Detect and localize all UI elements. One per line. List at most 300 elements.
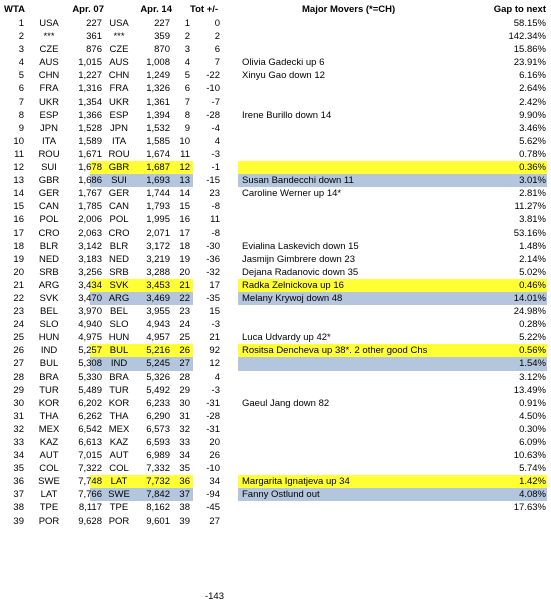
cell-rank: 35	[13, 463, 24, 475]
cell-p1: 1,528	[78, 122, 102, 134]
table-row	[4, 174, 547, 187]
cell-c1: HUN	[38, 332, 60, 344]
table-row	[4, 43, 547, 56]
cell-tot: 11	[210, 214, 220, 226]
cell-p1: 2,063	[78, 227, 102, 239]
cell-c1: SUI	[41, 162, 57, 174]
cell-gap: 2.64%	[519, 83, 546, 95]
cell-c1: SVK	[39, 292, 59, 304]
cell-c1: USA	[39, 18, 59, 29]
cell-tot: 20	[209, 437, 220, 448]
cell-tot: -35	[206, 292, 220, 304]
cell-c1: TPE	[39, 502, 59, 514]
cell-c1: GER	[38, 188, 60, 200]
cell-mov	[242, 135, 482, 148]
cell-mov: Radka Zelnickova up 16	[242, 279, 344, 291]
cell-rank: 14	[13, 188, 24, 200]
cell-gap: 14.01%	[513, 292, 546, 304]
cell-p2: 3,172	[146, 240, 170, 252]
cell-c1: SWE	[38, 476, 60, 488]
cell-p1: 3,256	[78, 266, 102, 278]
cell-p2: 1,008	[146, 57, 170, 69]
cell-c2: SVK	[109, 279, 129, 291]
cell-rank: 19	[13, 253, 24, 265]
cell-p2: 6,573	[146, 423, 170, 435]
cell-r2: 6	[184, 83, 190, 95]
table-row	[4, 96, 547, 109]
cell-r2: 29	[179, 384, 190, 396]
cell-tot: 4	[214, 371, 220, 383]
cell-rank: 36	[13, 476, 24, 488]
cell-p1: 1,366	[78, 109, 102, 121]
table-row	[4, 436, 547, 449]
table-row	[4, 305, 547, 318]
table-row	[4, 410, 547, 423]
cell-mov	[242, 96, 482, 109]
cell-gap: 0.36%	[519, 162, 546, 174]
cell-tot: 15	[209, 306, 220, 318]
cell-p1: 5,489	[78, 384, 102, 396]
cell-mov: Margarita Ignatjeva up 34	[242, 476, 350, 488]
cell-c2: KAZ	[109, 437, 129, 448]
cell-p2: 1,687	[146, 162, 170, 174]
table-row	[4, 213, 547, 226]
cell-gap: 24.98%	[513, 306, 546, 318]
cell-r2: 37	[179, 489, 190, 501]
cell-r2: 21	[179, 279, 190, 291]
cell-p1: 7,748	[78, 476, 102, 488]
cell-c1: BLR	[39, 240, 59, 252]
cell-c1: SRB	[39, 266, 59, 278]
table-row	[4, 17, 547, 30]
header-row	[4, 2, 547, 17]
cell-gap: 3.12%	[519, 371, 546, 383]
cell-p1: 3,470	[78, 292, 102, 304]
cell-tot: -8	[211, 227, 220, 239]
cell-mov	[242, 449, 482, 462]
cell-gap: 4.08%	[519, 489, 546, 501]
cell-r2: 1	[184, 18, 190, 29]
cell-mov	[242, 43, 482, 56]
cell-c2: BLR	[109, 240, 129, 252]
cell-c2: SUI	[111, 175, 127, 187]
cell-tot: 12	[209, 358, 220, 370]
cell-c1: GBR	[38, 175, 60, 187]
cell-r2: 23	[179, 306, 190, 318]
cell-rank: 11	[14, 148, 24, 160]
cell-r2: 31	[179, 410, 190, 422]
cell-p1: 1,227	[78, 70, 102, 82]
cell-gap: 1.48%	[519, 240, 546, 252]
header-gap: Gap to next	[493, 4, 546, 15]
cell-mov	[242, 501, 482, 514]
cell-rank: 13	[13, 175, 24, 187]
cell-p1: 8,117	[78, 502, 102, 514]
cell-c1: ITA	[41, 135, 57, 147]
cell-rank: 12	[13, 162, 24, 174]
cell-c2: ARG	[108, 292, 130, 304]
cell-p2: 1,361	[146, 96, 170, 108]
total-sum: -143	[204, 591, 224, 602]
cell-c2: CAN	[108, 201, 130, 213]
table-body	[4, 17, 547, 528]
cell-gap: 0.30%	[519, 423, 546, 435]
cell-r2: 36	[179, 476, 190, 488]
table-row	[4, 318, 547, 331]
table-row	[4, 475, 547, 488]
header-apr07: Apr. 07	[72, 4, 104, 15]
cell-r2: 35	[179, 463, 190, 475]
rankings-table	[4, 2, 547, 528]
cell-gap: 1.42%	[519, 476, 546, 488]
table-row	[4, 135, 547, 148]
cell-r2: 5	[184, 70, 190, 82]
cell-rank: 34	[13, 450, 24, 462]
cell-rank: 22	[13, 292, 24, 304]
cell-p1: 1,686	[78, 175, 102, 187]
cell-r2: 26	[179, 345, 190, 357]
cell-tot: -45	[206, 502, 220, 514]
cell-p1: 2,006	[78, 214, 102, 226]
cell-p2: 1,995	[146, 214, 170, 226]
cell-c2: ESP	[109, 109, 129, 121]
cell-c2: BEL	[110, 306, 128, 318]
cell-c1: LAT	[40, 489, 58, 501]
cell-p2: 1,693	[146, 175, 170, 187]
cell-gap: 2.42%	[519, 96, 546, 108]
cell-c2: LAT	[110, 476, 128, 488]
cell-rank: 26	[13, 345, 24, 357]
cell-rank: 1	[18, 18, 24, 29]
cell-r2: 14	[179, 188, 190, 200]
cell-c2: UKR	[108, 96, 130, 108]
cell-c1: COL	[39, 463, 59, 475]
cell-p1: 6,613	[78, 437, 102, 448]
cell-tot: -10	[206, 83, 220, 95]
table-row	[4, 515, 547, 528]
table-row	[4, 69, 547, 82]
cell-rank: 7	[18, 96, 24, 108]
cell-c1: MEX	[38, 423, 60, 435]
cell-p2: 7,842	[146, 489, 170, 501]
cell-rank: 32	[13, 423, 24, 435]
cell-gap: 142.34%	[508, 31, 546, 43]
cell-p1: 6,542	[78, 423, 102, 435]
table-row	[4, 501, 547, 514]
cell-p2: 1,744	[146, 188, 170, 200]
cell-gap: 2.14%	[519, 253, 546, 265]
cell-tot: 6	[214, 44, 220, 56]
cell-c2: ***	[113, 31, 125, 43]
cell-mov	[242, 384, 482, 397]
cell-c1: IND	[40, 345, 58, 357]
cell-c1: CRO	[38, 227, 60, 239]
cell-p1: 1,316	[78, 83, 102, 95]
cell-c1: THA	[39, 410, 59, 422]
cell-gap: 0.28%	[519, 319, 546, 331]
cell-r2: 16	[179, 214, 190, 226]
table-row	[4, 371, 547, 384]
cell-rank: 28	[13, 371, 24, 383]
cell-tot: -28	[206, 109, 220, 121]
cell-p2: 1,674	[146, 148, 170, 160]
cell-mov	[242, 436, 482, 449]
cell-p1: 361	[86, 31, 102, 43]
cell-mov	[242, 227, 482, 240]
cell-mov	[242, 318, 482, 331]
table-row	[4, 148, 547, 161]
cell-r2: 9	[184, 122, 190, 134]
cell-tot: -32	[206, 266, 220, 278]
cell-r2: 20	[179, 266, 190, 278]
cell-p1: 1,678	[78, 162, 102, 174]
cell-c2: USA	[109, 18, 129, 29]
cell-p2: 7,732	[146, 476, 170, 488]
cell-tot: -3	[211, 384, 220, 396]
table-row	[4, 449, 547, 462]
cell-p1: 1,354	[78, 96, 102, 108]
cell-c2: KOR	[108, 397, 130, 409]
cell-r2: 32	[179, 423, 190, 435]
cell-p2: 5,245	[146, 358, 170, 370]
cell-p1: 1,589	[78, 135, 102, 147]
cell-r2: 7	[184, 96, 190, 108]
cell-tot: 27	[209, 515, 220, 527]
cell-rank: 15	[13, 201, 24, 213]
cell-r2: 13	[179, 175, 190, 187]
cell-c2: SLO	[109, 319, 129, 331]
cell-p2: 4,943	[146, 319, 170, 331]
cell-tot: -4	[211, 122, 220, 134]
cell-p1: 5,330	[78, 371, 102, 383]
cell-c2: THA	[109, 410, 129, 422]
cell-r2: 17	[179, 227, 190, 239]
cell-mov	[242, 122, 482, 135]
cell-p1: 3,434	[78, 279, 102, 291]
cell-c2: CRO	[108, 227, 130, 239]
cell-c2: ROU	[108, 148, 130, 160]
cell-c1: TUR	[39, 384, 59, 396]
cell-r2: 22	[179, 292, 190, 304]
cell-mov	[242, 371, 482, 384]
cell-c1: AUS	[39, 57, 59, 69]
cell-p2: 7,332	[146, 463, 170, 475]
cell-p2: 9,601	[146, 515, 170, 527]
cell-mov: Jasmijn Gimbrere down 23	[242, 253, 355, 265]
cell-rank: 6	[18, 83, 24, 95]
cell-c2: SWE	[108, 489, 130, 501]
cell-tot: -3	[211, 319, 220, 331]
cell-tot: 2	[214, 31, 220, 43]
cell-gap: 3.81%	[519, 214, 546, 226]
cell-gap: 10.63%	[513, 450, 546, 462]
cell-c2: TPE	[109, 502, 129, 514]
cell-p1: 6,202	[78, 397, 102, 409]
table-row	[4, 397, 547, 410]
cell-c2: POR	[108, 515, 130, 527]
cell-rank: 30	[13, 397, 24, 409]
cell-tot: -3	[211, 148, 220, 160]
cell-rank: 25	[13, 332, 24, 344]
cell-mov: Fanny Ostlund out	[242, 489, 320, 501]
cell-p1: 6,262	[78, 410, 102, 422]
cell-c2: TUR	[109, 384, 129, 396]
cell-rank: 3	[18, 44, 24, 56]
cell-mov	[242, 148, 482, 161]
cell-mov	[242, 305, 482, 318]
cell-rank: 21	[13, 279, 24, 291]
cell-r2: 39	[179, 515, 190, 527]
cell-c1: UKR	[38, 96, 60, 108]
cell-c1: ***	[43, 31, 55, 43]
cell-mov: Gaeul Jang down 82	[242, 397, 330, 409]
cell-mov	[242, 357, 482, 370]
cell-gap: 13.49%	[513, 384, 546, 396]
cell-tot: 4	[214, 135, 220, 147]
cell-c1: CAN	[38, 201, 60, 213]
cell-mov: Xinyu Gao down 12	[242, 70, 325, 82]
cell-gap: 53.16%	[513, 227, 546, 239]
cell-r2: 33	[179, 437, 190, 448]
cell-r2: 11	[180, 148, 190, 160]
cell-mov	[242, 213, 482, 226]
cell-p1: 7,322	[78, 463, 102, 475]
cell-mov	[242, 82, 482, 95]
cell-r2: 38	[179, 502, 190, 514]
table-row	[4, 82, 547, 95]
cell-gap: 11.27%	[514, 201, 546, 213]
table-row	[4, 200, 547, 213]
cell-c1: ESP	[39, 109, 59, 121]
cell-c2: CZE	[109, 44, 129, 56]
cell-gap: 2.81%	[519, 188, 546, 200]
cell-p1: 876	[86, 44, 102, 56]
cell-c2: AUT	[109, 450, 129, 462]
table-row	[4, 253, 547, 266]
cell-rank: 24	[13, 319, 24, 331]
cell-c2: BUL	[109, 345, 129, 357]
cell-gap: 5.62%	[519, 135, 546, 147]
cell-rank: 8	[18, 109, 24, 121]
table-row	[4, 462, 547, 475]
cell-p2: 1,532	[146, 122, 170, 134]
cell-c2: BRA	[109, 371, 129, 383]
cell-c2: GBR	[108, 162, 130, 174]
header-movers: Major Movers (*=CH)	[302, 4, 396, 15]
cell-gap: 15.86%	[513, 44, 546, 56]
cell-p2: 1,394	[146, 109, 170, 121]
cell-tot: -31	[206, 397, 220, 409]
cell-c1: ARG	[38, 279, 60, 291]
cell-p2: 3,955	[146, 306, 170, 318]
cell-r2: 27	[179, 358, 190, 370]
cell-r2: 28	[179, 371, 190, 383]
cell-mov: Evialina Laskevich down 15	[242, 240, 359, 252]
cell-mov: Melany Krywoj down 48	[242, 292, 343, 304]
cell-gap: 17.63%	[513, 502, 546, 514]
cell-rank: 31	[13, 410, 24, 422]
cell-tot: -10	[206, 463, 220, 475]
cell-p1: 4,975	[78, 332, 102, 344]
cell-rank: 18	[13, 240, 24, 252]
cell-c1: CZE	[39, 44, 59, 56]
cell-r2: 18	[179, 240, 190, 252]
cell-mov	[242, 200, 482, 213]
cell-mov: Dejana Radanovic down 35	[242, 266, 359, 278]
cell-p2: 3,469	[146, 292, 170, 304]
cell-rank: 9	[18, 122, 24, 134]
cell-c2: COL	[109, 463, 129, 475]
cell-gap: 6.16%	[519, 70, 546, 82]
cell-rank: 20	[13, 266, 24, 278]
cell-mov	[242, 161, 482, 174]
cell-p1: 9,628	[78, 515, 102, 527]
cell-c1: BUL	[39, 358, 59, 370]
cell-gap: 5.02%	[519, 266, 546, 278]
table-row	[4, 331, 547, 344]
cell-c1: NED	[38, 253, 60, 265]
cell-r2: 12	[179, 162, 190, 174]
cell-c1: KAZ	[39, 437, 59, 448]
cell-mov: Susan Bandecchi down 11	[242, 175, 354, 187]
cell-c1: JPN	[40, 122, 58, 134]
cell-rank: 33	[13, 437, 24, 448]
cell-gap	[482, 515, 546, 528]
cell-p2: 6,233	[146, 397, 170, 409]
cell-p2: 3,219	[146, 253, 170, 265]
cell-c2: SRB	[109, 266, 129, 278]
table-row	[4, 357, 547, 370]
cell-p2: 2,071	[146, 227, 170, 239]
cell-gap: 9.90%	[519, 109, 546, 121]
table-row	[4, 227, 547, 240]
cell-r2: 3	[184, 44, 190, 56]
header-apr14: Apr. 14	[140, 4, 172, 15]
cell-rank: 29	[13, 384, 24, 396]
cell-tot: 0	[214, 18, 220, 29]
cell-gap: 5.74%	[519, 463, 546, 475]
cell-c2: IND	[110, 358, 128, 370]
table-row	[4, 384, 547, 397]
cell-tot: -7	[211, 96, 220, 108]
cell-p1: 227	[86, 18, 102, 29]
cell-gap: 3.46%	[519, 122, 546, 134]
cell-gap: 4.50%	[519, 410, 546, 422]
cell-mov	[242, 30, 482, 43]
cell-gap: 6.09%	[519, 437, 546, 448]
cell-p1: 3,142	[78, 240, 102, 252]
cell-c2: POL	[109, 214, 129, 226]
cell-gap: 0.46%	[519, 279, 546, 291]
cell-p1: 1,671	[78, 148, 102, 160]
cell-tot: 17	[209, 279, 220, 291]
cell-c2: CHN	[108, 70, 130, 82]
header-tot: Tot +/-	[190, 4, 219, 15]
cell-c1: SLO	[39, 319, 59, 331]
cell-tot: -22	[206, 70, 220, 82]
cell-gap: 5.22%	[519, 332, 546, 344]
table-row	[4, 344, 547, 357]
cell-p2: 3,453	[146, 279, 170, 291]
table-row	[4, 423, 547, 436]
cell-tot: 92	[209, 345, 220, 357]
table-row	[4, 240, 547, 253]
cell-p1: 1,767	[78, 188, 102, 200]
cell-mov: Luca Udvardy up 42*	[242, 332, 331, 344]
cell-p2: 8,162	[146, 502, 170, 514]
cell-p2: 1,793	[146, 201, 170, 213]
table-row	[4, 30, 547, 43]
